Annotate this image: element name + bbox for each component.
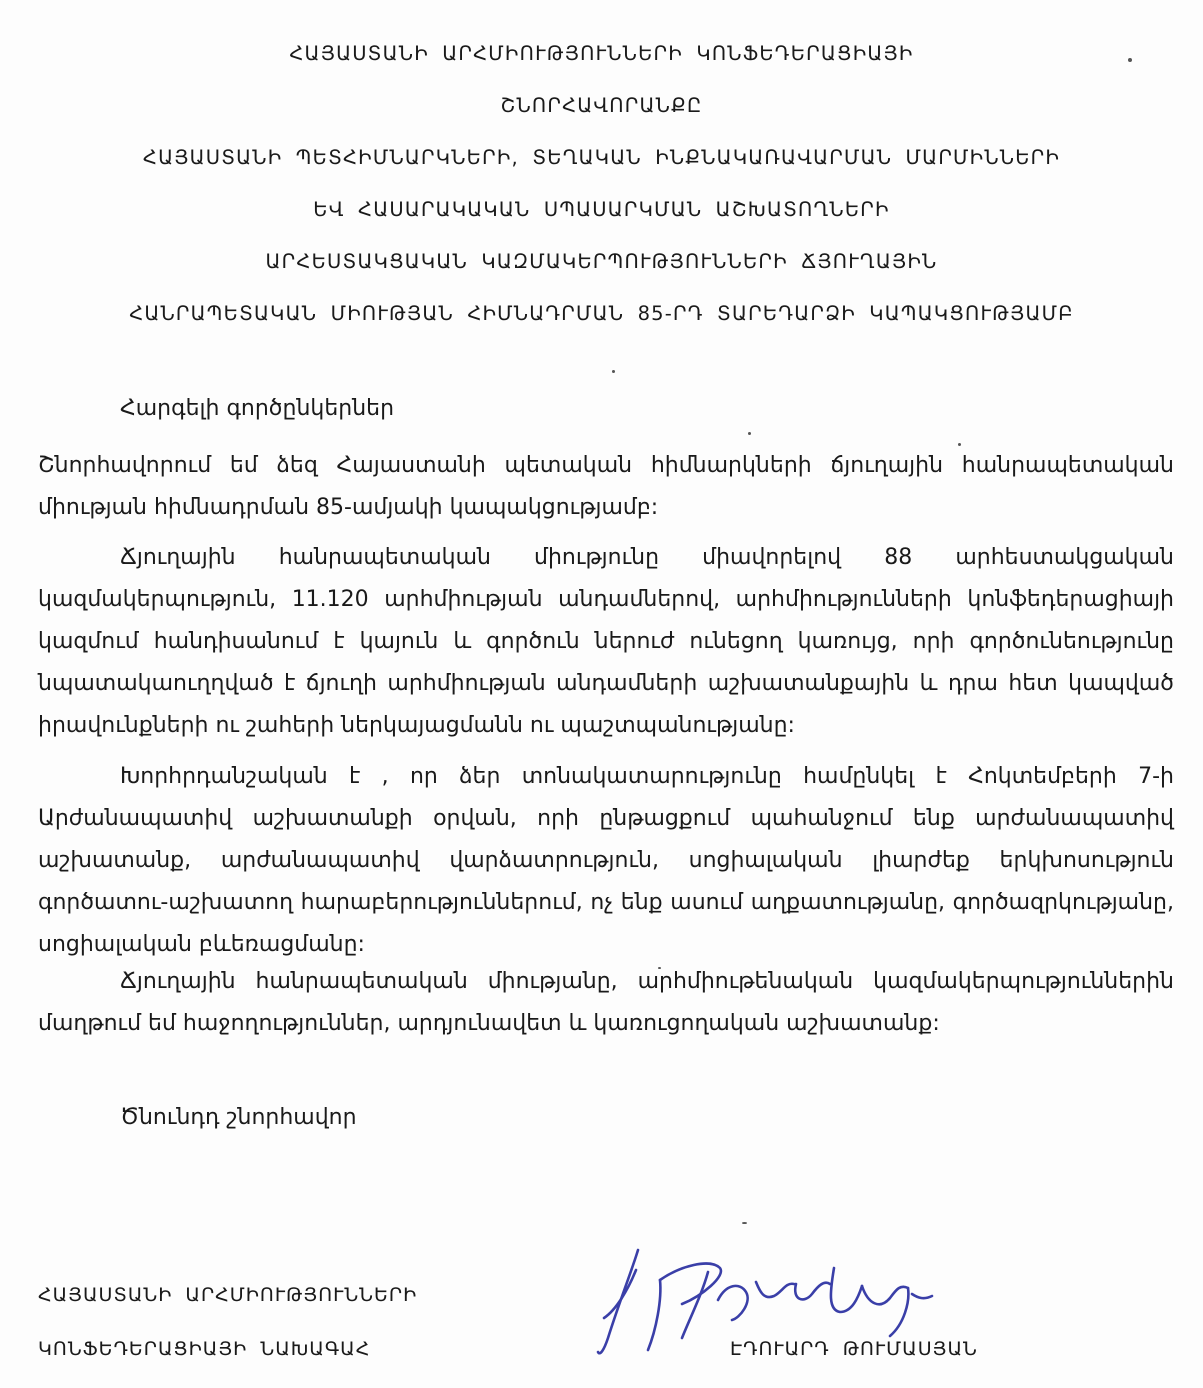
letter-header — [0, 28, 1203, 340]
closing-greeting: Ծնունդդ շնորհավոր — [120, 1105, 357, 1130]
scan-speck — [742, 1222, 747, 1224]
paragraph-3: Խորհրդանշական է , որ ձեր տոնակատարությունը համընկել է Հոկտեմբերի 7-ի Արժանապատիվ աշխատանքի օրվան, որի ընթացքում պահանջում ենք արժանապատիվ աշխատանք, արժանապատիվ վարձատրություն, սոցիալական լիարժեք երկխոսություն գործատու-աշխատող հարաբերություններում, ոչ ենք ասում աղքատությանը, գործազրկությանը, սոցիալական բևեռացմանը: — [38, 764, 1174, 957]
header-line-4: ԵՎ ՀԱՍԱՐԱԿԱԿԱՆ ՍՊԱՍԱՐԿՄԱՆ ԱՇԽԱՏՈՂՆԵՐԻ — [313, 198, 890, 221]
scan-speck — [958, 443, 961, 446]
header-line-6: ՀԱՆՐԱՊԵՏԱԿԱՆ ՄԻՈՒԹՅԱՆ ՀԻՄՆԱԴՐՄԱՆ 85-ՐԴ ՏԱՐԵԴԱՐՁԻ ԿԱՊԱԿՑՈՒԹՅԱՄԲ — [129, 302, 1074, 325]
header-line-1: ՀԱՅԱՍՏԱՆԻ ԱՐՀՄԻՈՒԹՅՈՒՆՆԵՐԻ ԿՈՆՖԵԴԵՐԱՑԻԱՅԻ — [289, 42, 914, 65]
header-line-3: ՀԱՅԱՍՏԱՆԻ ՊԵՏՀԻՄՆԱՐԿՆԵՐԻ, ՏԵՂԱԿԱՆ ԻՆՔՆԱԿԱՌԱՎԱՐՄԱՆ ՄԱՐՄԻՆՆԵՐԻ — [142, 146, 1061, 169]
scan-speck — [658, 967, 661, 969]
scan-speck — [1128, 58, 1132, 62]
paragraph-1: Շնորհավորում եմ ձեզ Հայաստանի պետական հիմնարկների ճյուղային հանրապետական միության հիմնադրման 85-ամյակի կապակցությամբ: — [38, 453, 1174, 520]
header-line-5: ԱՐՀԵՍՏԱԿՑԱԿԱՆ ԿԱԶՄԱԿԵՐՊՈՒԹՅՈՒՆՆԵՐԻ ՃՅՈՒՂԱՅԻՆ — [265, 250, 938, 273]
salutation: Հարգելի գործընկերներ — [120, 396, 395, 421]
paragraph-2: Ճյուղային հանրապետական միությունը միավորելով 88 արհեստակցական կազմակերպություն, 11.120 արհմիության անդամներով, արհմիությունների կոնֆեդերացիայի կազմում հանդիսանում է կայուն և գործուն ներուժ ունեցող կառույց, որի գործունեությունը նպատակաուղղված է ճյուղի արհմիության անդամների աշխատանքային և դրա հետ կապված իրավունքների ու շահերի ներկայացմանն ու պաշտպանությանը: — [38, 545, 1174, 738]
scan-speck — [612, 370, 615, 373]
signer-name: ԷԴՈՒԱՐԴ ԹՈՒՄԱՍՅԱՆ — [730, 1338, 978, 1360]
signer-title-line-1: ՀԱՅԱՍՏԱՆԻ ԱՐՀՄԻՈՒԹՅՈՒՆՆԵՐԻ — [38, 1284, 418, 1306]
header-line-2: ՇՆՈՐՀԱՎՈՐԱՆՔԸ — [500, 94, 703, 117]
scan-speck — [748, 432, 751, 435]
signer-title-line-2: ԿՈՆՖԵԴԵՐԱՑԻԱՅԻ ՆԱԽԱԳԱՀ — [38, 1338, 371, 1360]
paragraph-4: Ճյուղային հանրապետական միությանը, արհմիութենական կազմակերպություններին մաղթում եմ հաջողություններ, արդյունավետ և կառուցողական աշխատանք: — [38, 969, 1174, 1036]
